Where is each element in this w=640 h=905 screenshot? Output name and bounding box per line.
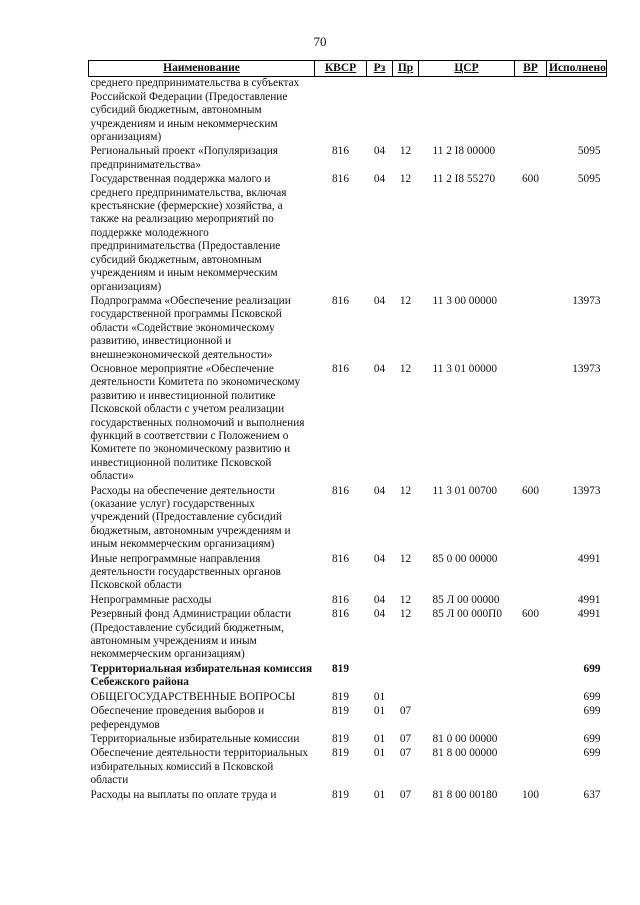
header-rz: Рз <box>367 61 393 77</box>
cell-csr: 11 3 01 00000 <box>432 362 498 375</box>
cell-rz: 01 <box>373 690 386 703</box>
cell-pr: 12 <box>399 593 412 606</box>
cell-amount: 13973 <box>572 484 601 497</box>
cell-pr: 12 <box>399 294 412 307</box>
cell-amount: 13973 <box>572 294 601 307</box>
cell-csr: 11 2 I8 55270 <box>432 173 496 186</box>
page-number: 70 <box>313 34 327 49</box>
cell-amount: 4991 <box>577 608 601 621</box>
cell-name: Иные непрограммные направления деятельности государственных органов Псковской области <box>90 552 281 592</box>
cell-vr <box>515 77 547 146</box>
table-row <box>89 295 607 363</box>
cell-csr: 81 8 00 00180 <box>432 788 498 801</box>
cell-csr <box>419 691 515 705</box>
cell-name: Непрограммные расходы <box>90 593 212 606</box>
header-csr: ЦСР <box>419 61 515 77</box>
cell-kvsr: 819 <box>332 690 349 703</box>
cell-name: ОБЩЕГОСУДАРСТВЕННЫЕ ВОПРОСЫ <box>90 690 296 703</box>
cell-kvsr: 819 <box>332 705 349 718</box>
cell-amount: 699 <box>583 747 601 760</box>
cell-pr <box>393 663 419 691</box>
cell-csr: 85 Л 00 00000 <box>432 593 500 606</box>
cell-pr: 12 <box>399 145 412 158</box>
cell-rz: 04 <box>373 593 386 606</box>
table-row <box>89 553 607 594</box>
cell-vr: 100 <box>522 788 539 801</box>
header-name: Наименование <box>89 61 315 77</box>
header-pr: Пр <box>393 61 419 77</box>
cell-kvsr <box>315 77 367 146</box>
table-row <box>89 789 607 803</box>
table-row <box>89 485 607 553</box>
cell-pr: 12 <box>399 608 412 621</box>
table-row <box>89 145 607 173</box>
cell-kvsr: 816 <box>332 484 349 497</box>
cell-vr <box>515 363 547 485</box>
budget-table <box>88 60 607 803</box>
header-amount: Исполнено <box>547 61 607 77</box>
header-vr: ВР <box>515 61 547 77</box>
cell-csr: 81 0 00 00000 <box>432 732 498 745</box>
cell-amount <box>547 77 607 146</box>
cell-csr: 11 3 00 00000 <box>432 294 498 307</box>
cell-pr: 12 <box>399 362 412 375</box>
cell-csr <box>419 663 515 691</box>
cell-vr <box>515 733 547 747</box>
cell-kvsr: 819 <box>332 662 349 675</box>
cell-kvsr: 816 <box>332 362 349 375</box>
table-row <box>89 594 607 608</box>
cell-rz: 01 <box>373 705 386 718</box>
cell-kvsr: 819 <box>332 788 349 801</box>
cell-rz <box>367 663 393 691</box>
cell-csr <box>419 705 515 733</box>
cell-name: Расходы на обеспечение деятельности (оказание услуг) государственных учреждений (Предоставление субсидий бюджетным, автономным учреждениям и иным некоммерческим организациям) <box>90 484 291 551</box>
cell-name: Резервный фонд Администрации области (Предоставление субсидий бюджетным, автономным учреждениям и иным некоммерческим организациям) <box>90 608 292 661</box>
cell-amount: 4991 <box>577 593 601 606</box>
cell-amount: 699 <box>583 732 601 745</box>
cell-name: Основное мероприятие «Обеспечение деятельности Комитета по экономическому развитию и инвестиционной политике Псковской области с учетом реализации государственных полномочий и выполнения функций в соответствии с Положением о Комитете по экономическому развитию и инвестиционной политике Псковской области» <box>90 362 305 483</box>
cell-name: среднего предпринимательства в субъектах Российской Федерации (Предоставление субсидий бюджетным, автономным учреждениям и иным некоммерческим организациям) <box>90 77 300 144</box>
table-row <box>89 77 607 146</box>
table-row <box>89 691 607 705</box>
cell-amount: 4991 <box>577 552 601 565</box>
table-row <box>89 363 607 485</box>
cell-vr <box>515 553 547 594</box>
cell-vr <box>515 705 547 733</box>
cell-kvsr: 816 <box>332 173 349 186</box>
cell-rz: 04 <box>373 294 386 307</box>
table-row <box>89 747 607 788</box>
cell-csr <box>419 77 515 146</box>
cell-kvsr: 816 <box>332 145 349 158</box>
cell-pr: 12 <box>399 173 412 186</box>
cell-name: Расходы на выплаты по оплате труда и <box>90 788 277 801</box>
cell-amount: 5095 <box>577 145 601 158</box>
cell-pr: 12 <box>399 552 412 565</box>
cell-name: Обеспечение деятельности территориальных избирательных комиссий в Псковской области <box>90 747 309 787</box>
table-row <box>89 733 607 747</box>
cell-kvsr: 816 <box>332 608 349 621</box>
table-header-row <box>89 61 607 77</box>
cell-name: Территориальные избирательные комиссии <box>90 732 300 745</box>
cell-vr: 600 <box>522 608 539 621</box>
table-row <box>89 663 607 691</box>
table-row <box>89 705 607 733</box>
cell-rz: 04 <box>373 145 386 158</box>
cell-kvsr: 819 <box>332 747 349 760</box>
cell-name: Подпрограмма «Обеспечение реализации государственной программы Псковской области «Содействие экономическому развитию, инвестиционной и внешнеэкономической деятельности» <box>90 294 291 361</box>
cell-csr: 11 3 01 00700 <box>432 484 498 497</box>
cell-vr <box>515 295 547 363</box>
cell-amount: 13973 <box>572 362 601 375</box>
cell-amount: 5095 <box>577 173 601 186</box>
cell-rz: 01 <box>373 747 386 760</box>
cell-amount: 699 <box>583 690 601 703</box>
cell-pr: 07 <box>399 747 412 760</box>
cell-csr: 85 0 00 00000 <box>432 552 498 565</box>
cell-vr <box>515 747 547 788</box>
cell-pr <box>393 77 419 146</box>
cell-kvsr: 816 <box>332 294 349 307</box>
cell-vr: 600 <box>522 484 539 497</box>
cell-rz: 04 <box>373 552 386 565</box>
cell-name: Государственная поддержка малого и среднего предпринимательства, включая крестьянские (фермерские) хозяйства, а также на реализацию мероприятий по поддержке молодежного предпринимательства (Предоставление субсидий бюджетным, автономным учреждениям и иным некоммерческим организациям) <box>90 173 287 293</box>
cell-vr: 600 <box>522 173 539 186</box>
cell-name: Обеспечение проведения выборов и референдумов <box>90 705 265 731</box>
cell-kvsr: 816 <box>332 552 349 565</box>
cell-rz: 04 <box>373 484 386 497</box>
cell-rz: 04 <box>373 173 386 186</box>
cell-amount: 699 <box>583 705 601 718</box>
cell-pr: 07 <box>399 705 412 718</box>
cell-pr: 07 <box>399 788 412 801</box>
cell-vr <box>515 691 547 705</box>
cell-amount: 699 <box>583 662 601 675</box>
table-row <box>89 173 607 295</box>
cell-pr <box>393 691 419 705</box>
cell-amount: 637 <box>583 788 601 801</box>
cell-rz: 01 <box>373 732 386 745</box>
cell-kvsr: 819 <box>332 732 349 745</box>
cell-rz: 04 <box>373 362 386 375</box>
cell-rz: 01 <box>373 788 386 801</box>
cell-name: Территориальная избирательная комиссия Себежского района <box>90 662 313 689</box>
cell-kvsr: 816 <box>332 593 349 606</box>
cell-rz: 04 <box>373 608 386 621</box>
table-body <box>89 77 607 803</box>
cell-vr <box>515 663 547 691</box>
cell-rz <box>367 77 393 146</box>
cell-csr: 81 8 00 00000 <box>432 747 498 760</box>
cell-vr <box>515 145 547 173</box>
cell-csr: 85 Л 00 000П0 <box>432 608 502 621</box>
cell-vr <box>515 594 547 608</box>
cell-pr: 07 <box>399 732 412 745</box>
cell-csr: 11 2 I8 00000 <box>432 145 496 158</box>
cell-pr: 12 <box>399 484 412 497</box>
header-kvsr: КВСР <box>315 61 367 77</box>
cell-name: Региональный проект «Популяризация предпринимательства» <box>90 145 278 171</box>
table-row <box>89 608 607 663</box>
